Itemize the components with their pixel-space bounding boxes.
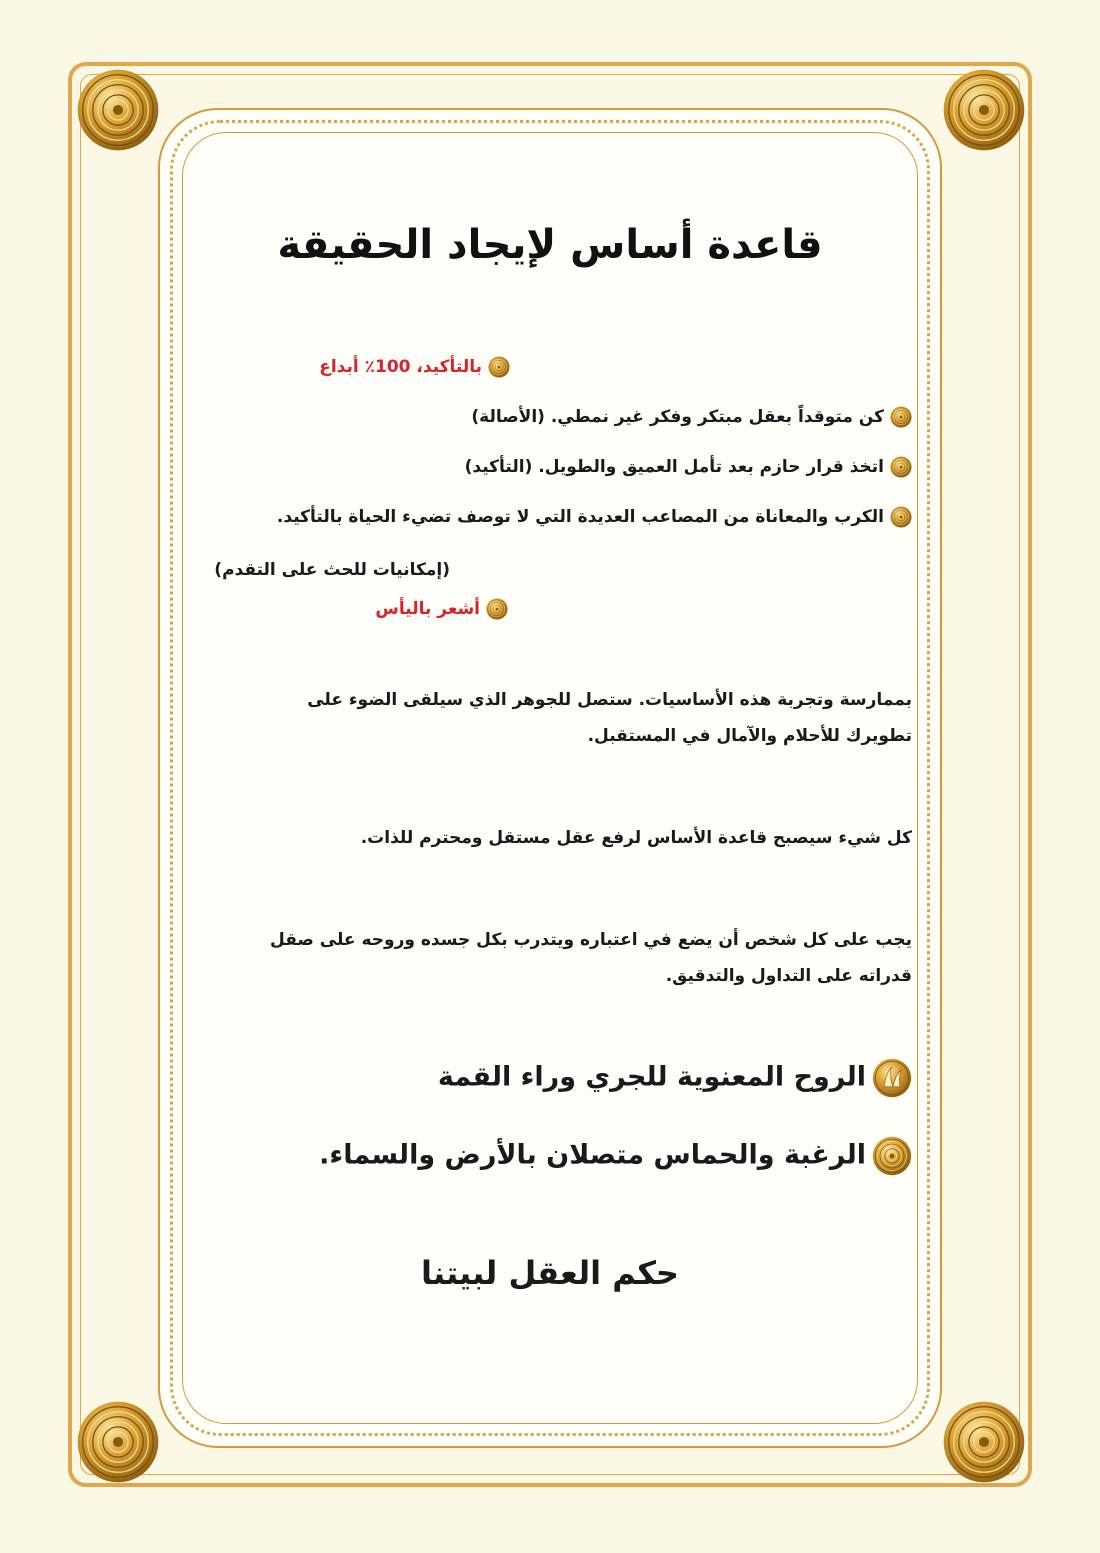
big-bullet-text: الروح المعنوية للجري وراء القمة <box>437 1061 866 1093</box>
corner-medallion-icon <box>942 68 1026 152</box>
corner-medallion-icon <box>76 68 160 152</box>
footer-slogan: حكم العقل لبيتنا <box>421 1254 679 1292</box>
paragraph-line: قدراته على التداول والتدقيق. <box>665 966 912 986</box>
bullet-text: اتخذ قرار حازم بعد تأمل العميق والطويل. (التأكيد) <box>464 457 884 477</box>
gold-medallion-icon <box>890 406 912 428</box>
gold-medallion-icon <box>890 456 912 478</box>
bullet-item <box>319 356 510 378</box>
gold-medallion-icon <box>890 506 912 528</box>
big-bullet-item <box>438 1058 912 1098</box>
bullet-continuation: (إمكانيات للحث على التقدم) <box>214 560 450 580</box>
corner-medallion-icon <box>76 1400 160 1484</box>
big-bullet-item <box>319 1136 912 1176</box>
bullet-item <box>277 506 912 528</box>
paragraph-line: يجب على كل شخص أن يضع في اعتباره ويتدرب بكل جسده وروحه على صقل <box>270 930 912 950</box>
bullet-item <box>471 406 912 428</box>
bullet-text: بالتأكيد، 100٪ أبداع <box>319 357 482 377</box>
paragraph-line: تطويرك للأحلام والآمال في المستقبل. <box>587 726 912 746</box>
gold-medallion-icon <box>486 598 508 620</box>
page-title: قاعدة أساس لإيجاد الحقيقة <box>277 222 823 268</box>
gold-medallion-icon <box>488 356 510 378</box>
bullet-text: كن متوقداً بعقل مبتكر وفكر غير نمطي. (الأصالة) <box>471 407 884 427</box>
bullet-item <box>375 598 508 620</box>
gold-medallion-icon <box>872 1136 912 1176</box>
corner-medallion-icon <box>942 1400 1026 1484</box>
panel-inner-border <box>182 132 918 1424</box>
big-bullet-text: الرغبة والحماس متصلان بالأرض والسماء. <box>319 1139 866 1171</box>
bullet-text: الكرب والمعاناة من المصاعب العديدة التي لا توصف تضيء الحياة بالتأكيد. <box>276 507 884 527</box>
bullet-item <box>465 456 912 478</box>
wheat-emblem-icon <box>872 1058 912 1098</box>
paragraph-line: كل شيء سيصبح قاعدة الأساس لرفع عقل مستقل ومحترم للذات. <box>360 828 912 848</box>
bullet-text: أشعر باليأس <box>375 599 480 619</box>
paragraph-line: بممارسة وتجربة هذه الأساسيات. ستصل للجوهر الذي سيلقى الضوء على <box>307 690 912 710</box>
